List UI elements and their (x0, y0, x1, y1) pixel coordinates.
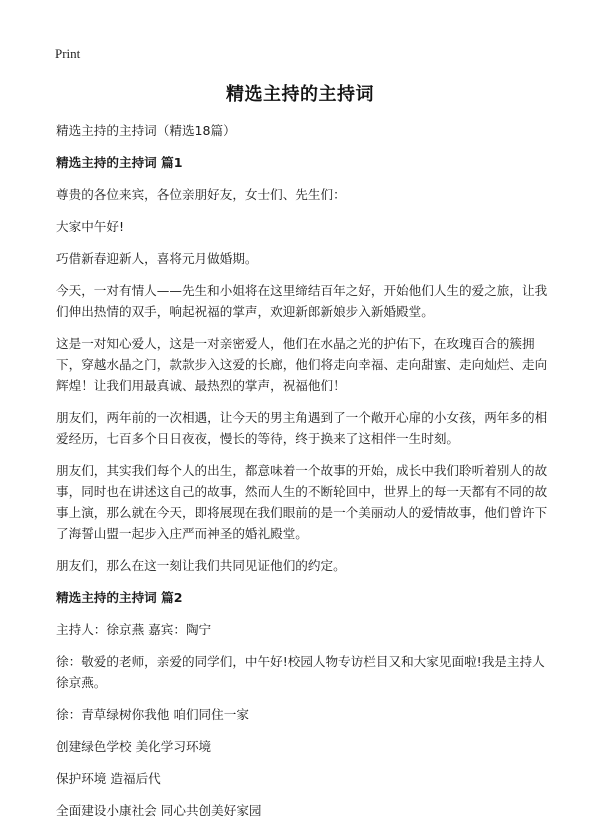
paragraph: 徐：敬爱的老师，亲爱的同学们，中午好!校园人物专访栏目又和大家见面啦!我是主持人徐京燕。 (56, 654, 545, 690)
paragraph: 今天，一对有情人——先生和小姐将在这里缔结百年之好，开始他们人生的爱之旅，让我们伸出热情的双手，响起祝福的掌声，欢迎新郎新娘步入新婚殿堂。 (56, 283, 548, 319)
paragraph: 朋友们，其实我们每个人的出生，都意味着一个故事的开始，成长中我们聆听着别人的故事，同时也在讲述这自己的故事，然而人生的不断轮回中，世界上的每一天都有不同的故事上演，那么就在今天，即将展现在我们眼前的是一个美丽动人的爱情故事，他们曾许下了海誓山盟一起步入庄严而神圣的婚礼殿堂。 (56, 463, 548, 541)
paragraph: 大家中午好! (56, 219, 125, 234)
print-link[interactable]: Print (55, 46, 81, 61)
paragraph: 巧借新春迎新人，喜将元月做婚期。 (56, 251, 258, 266)
paragraph: 这是一对知心爱人，这是一对亲密爱人，他们在水晶之光的护佑下，在玫瑰百合的簇拥下，穿越水晶之门，款款步入这爱的长廊，他们将走向幸福、走向甜蜜、走向灿烂、走向辉煌！让我们用最真诚、最热烈的掌声，祝福他们！ (56, 336, 548, 393)
section-heading: 精选主持的主持词 篇1 (56, 155, 183, 170)
paragraph: 创建绿色学校 美化学习环境 (56, 739, 212, 754)
paragraph: 徐：青草绿树你我他 咱们同住一家 (56, 707, 249, 722)
paragraph: 全面建设小康社会 同心共创美好家园 (56, 803, 262, 818)
document-title: 精选主持的主持词 (226, 84, 374, 105)
document-subtitle: 精选主持的主持词（精选18篇） (56, 123, 236, 138)
document-body (56, 120, 548, 832)
section-heading: 精选主持的主持词 篇2 (56, 590, 183, 605)
paragraph: 尊贵的各位来宾，各位亲朋好友，女士们、先生们： (56, 187, 346, 202)
paragraph: 主持人：徐京燕 嘉宾：陶宁 (56, 622, 212, 637)
paragraph: 保护环境 造福后代 (56, 771, 161, 786)
paragraph: 朋友们，那么在这一刻让我们共同见证他们的约定。 (56, 558, 346, 573)
paragraph: 朋友们，两年前的一次相遇，让今天的男主角遇到了一个敞开心扉的小女孩，两年多的相爱经历，七百多个日日夜夜，慢长的等待，终于换来了这相伴一生时刻。 (56, 410, 548, 446)
